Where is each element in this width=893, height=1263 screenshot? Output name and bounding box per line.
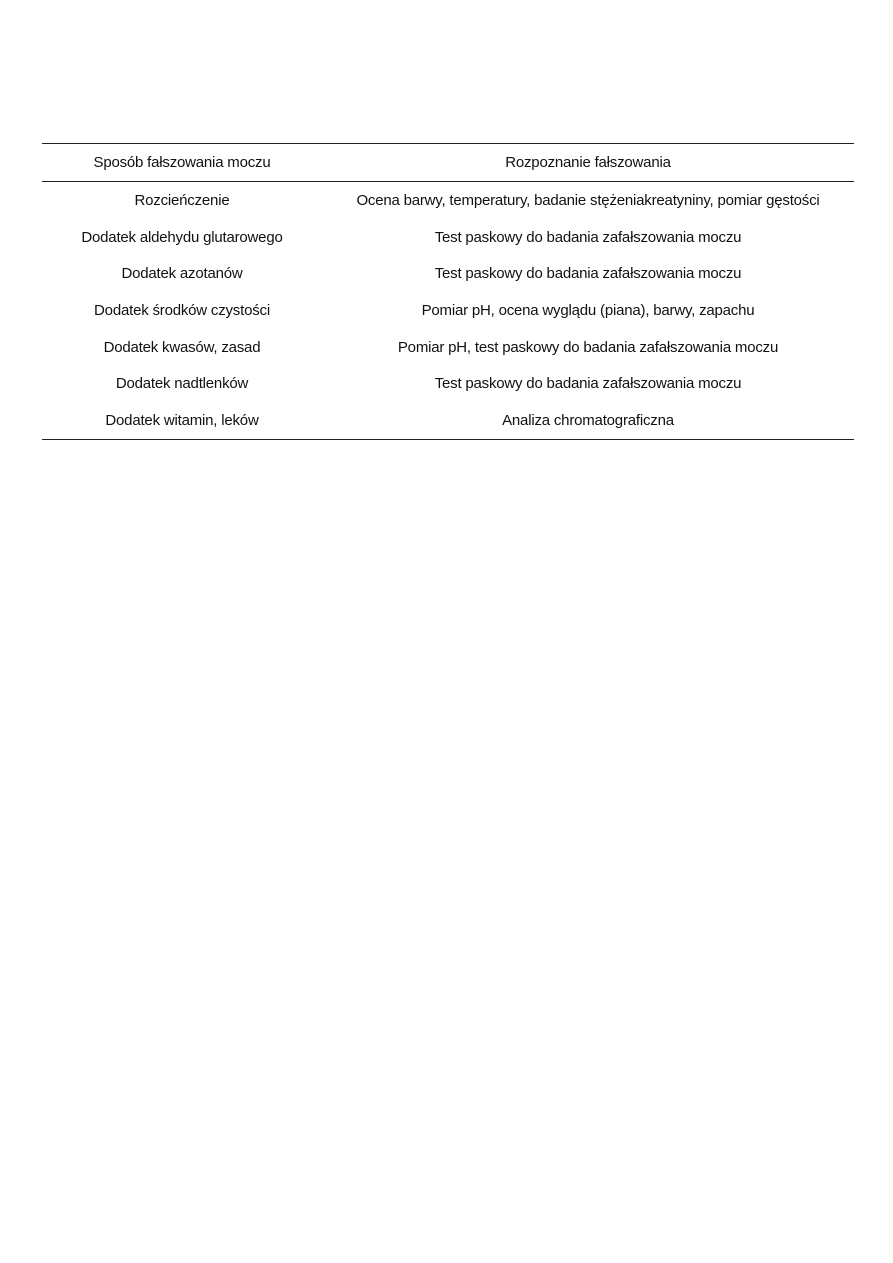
header-detection: Rozpoznanie fałszowania <box>505 154 671 171</box>
cell-method: Dodatek aldehydu glutarowego <box>81 228 283 246</box>
cell-method: Dodatek azotanów <box>121 265 243 283</box>
table-row <box>42 182 854 219</box>
cell-detection: Pomiar pH, test paskowy do badania zafałszowania moczu <box>397 338 779 356</box>
adulteration-table <box>42 143 854 440</box>
table-row <box>42 329 854 366</box>
table-row <box>42 402 854 439</box>
table-row <box>42 365 854 402</box>
cell-method: Dodatek nadtlenków <box>115 375 249 393</box>
table-row <box>42 219 854 256</box>
cell-detection: Analiza chromatograficzna <box>502 411 674 429</box>
cell-detection: Ocena barwy, temperatury, badanie stężeniakreatyniny, pomiar gęstości <box>356 191 820 209</box>
header-method: Sposób fałszowania moczu <box>93 154 271 171</box>
table-row <box>42 255 854 292</box>
cell-detection: Pomiar pH, ocena wyglądu (piana), barwy, zapachu <box>421 301 755 319</box>
cell-method: Dodatek witamin, leków <box>105 411 259 429</box>
table-container <box>42 143 854 440</box>
cell-method: Dodatek środków czystości <box>94 301 270 319</box>
cell-detection: Test paskowy do badania zafałszowania moczu <box>434 228 742 246</box>
cell-method: Rozcieńczenie <box>134 191 230 209</box>
cell-detection: Test paskowy do badania zafałszowania moczu <box>434 265 742 283</box>
table-row <box>42 292 854 329</box>
table-header-row <box>42 144 854 182</box>
cell-method: Dodatek kwasów, zasad <box>103 338 261 356</box>
cell-detection: Test paskowy do badania zafałszowania moczu <box>434 375 742 393</box>
